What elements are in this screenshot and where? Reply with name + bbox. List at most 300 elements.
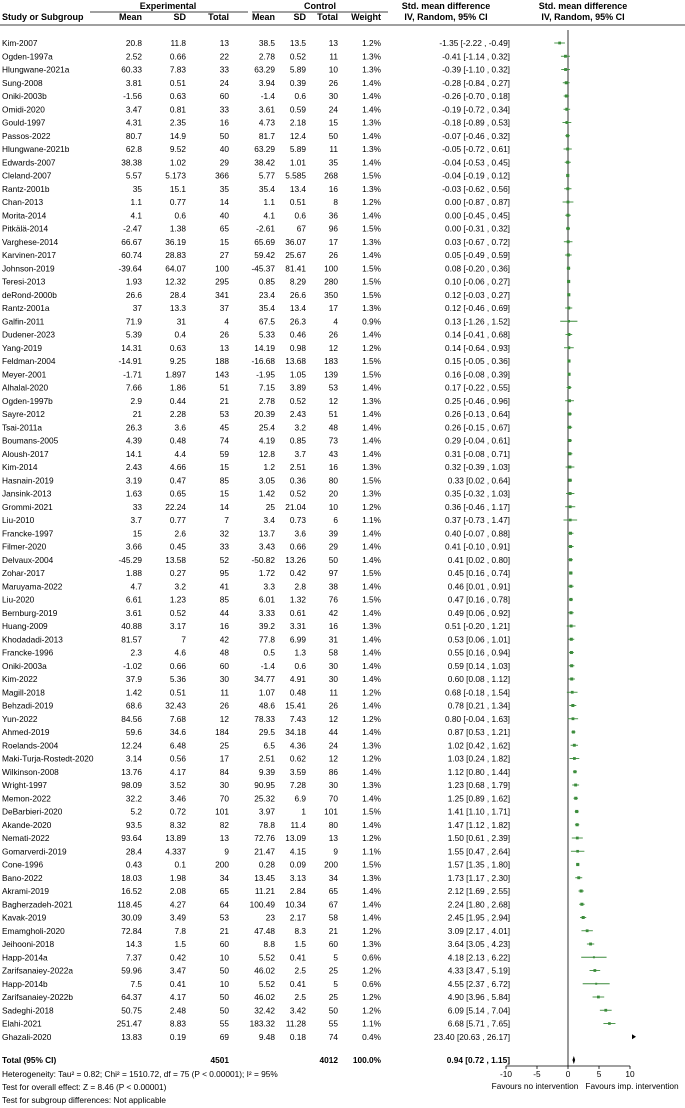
ctl-sd: 4.91 <box>289 674 306 684</box>
smd-ci: 0.03 [-0.67 , 0.72] <box>444 236 510 247</box>
header-smd-title: Std. mean difference <box>401 1 491 11</box>
ctl-mean: -45.37 <box>251 263 275 274</box>
x-tick-label: -5 <box>533 1069 541 1079</box>
weight: 1.5% <box>362 223 381 234</box>
ctl-total: 12 <box>328 395 338 406</box>
effect-square <box>569 598 572 601</box>
ctl-total: 86 <box>328 766 338 777</box>
smd-ci: 0.87 [0.53 , 1.21] <box>447 727 510 737</box>
exp-mean: 1.93 <box>125 276 142 287</box>
ctl-mean: 3.43 <box>258 541 275 552</box>
ctl-sd: 0.18 <box>289 1031 306 1042</box>
ctl-mean: 63.29 <box>254 144 275 154</box>
exp-total: 295 <box>215 276 229 287</box>
smd-ci: 0.08 [-0.20 , 0.36] <box>444 263 510 274</box>
ctl-mean: 48.6 <box>258 700 275 711</box>
effect-square <box>568 320 570 322</box>
exp-mean: 71.9 <box>125 316 142 327</box>
study-row <box>2 263 510 273</box>
smd-ci: 4.18 [2.13 , 6.22] <box>447 952 510 963</box>
exp-total: 55 <box>219 1018 229 1029</box>
ctl-total: 43 <box>328 448 338 459</box>
ctl-total: 67 <box>328 899 338 910</box>
effect-square <box>569 519 572 522</box>
exp-mean: 37.9 <box>125 674 142 684</box>
exp-total: 45 <box>219 422 229 433</box>
weight: 1.2% <box>362 713 381 724</box>
smd-ci: 3.64 [3.05 , 4.23] <box>447 939 510 949</box>
study-row <box>2 979 510 989</box>
study-row <box>2 528 510 538</box>
smd-ci: 0.53 [0.06 , 1.01] <box>447 634 510 645</box>
ctl-sd: 2.18 <box>289 117 306 128</box>
exp-mean: 33 <box>132 501 142 512</box>
study-row <box>2 621 510 631</box>
exp-total: 143 <box>215 369 229 380</box>
ctl-sd: 26.3 <box>289 316 306 327</box>
effect-square <box>570 638 573 641</box>
ctl-mean: 38.42 <box>254 157 275 168</box>
x-tick-label: 10 <box>625 1069 635 1079</box>
exp-total: 9 <box>224 846 229 857</box>
smd-ci: 1.12 [0.80 , 1.44] <box>447 766 510 777</box>
ctl-sd: 3.7 <box>294 448 306 459</box>
ctl-sd: 0.62 <box>289 753 306 764</box>
ctl-total: 268 <box>324 170 338 181</box>
study-row <box>2 608 510 618</box>
ctl-total: 30 <box>328 674 338 684</box>
weight: 1.2% <box>362 687 381 698</box>
ctl-mean: 2.78 <box>258 51 275 62</box>
ctl-total: 15 <box>328 117 338 128</box>
exp-total: 14 <box>219 197 229 207</box>
ctl-total: 76 <box>328 594 338 605</box>
effect-square <box>571 691 574 694</box>
header-ctl-sd: SD <box>293 12 306 22</box>
ctl-sd: 3.89 <box>289 382 306 393</box>
exp-total: 84 <box>219 766 229 777</box>
ctl-total: 12 <box>328 753 338 764</box>
exp-total: 366 <box>215 170 229 181</box>
weight: 1.3% <box>362 939 381 949</box>
study-row <box>2 727 510 737</box>
exp-total: 65 <box>219 886 229 896</box>
effect-square <box>566 174 569 177</box>
header-smd-method: IV, Random, 95% CI <box>404 12 488 22</box>
weight: 1.3% <box>362 51 381 62</box>
study-name: Oniki-2003a <box>2 660 47 671</box>
total-ctl-n: 4012 <box>319 1055 338 1065</box>
effect-square <box>564 55 567 58</box>
exp-total: 41 <box>219 581 229 592</box>
effect-square <box>567 280 570 283</box>
effect-square <box>569 532 572 535</box>
exp-total: 24 <box>219 77 229 88</box>
exp-sd: 32.43 <box>165 700 186 711</box>
ctl-total: 38 <box>328 581 338 592</box>
study-row <box>2 157 510 167</box>
exp-sd: 7.8 <box>174 925 186 936</box>
ctl-total: 24 <box>328 104 338 115</box>
ctl-mean: 34.77 <box>254 674 275 684</box>
exp-mean: 93.5 <box>125 819 142 830</box>
exp-mean: 84.56 <box>121 713 142 724</box>
ctl-mean: 1.72 <box>258 568 275 578</box>
smd-ci: -0.04 [-0.19 , 0.12] <box>442 170 510 181</box>
ctl-total: 80 <box>328 475 338 486</box>
study-name: Oniki-2003b <box>2 91 47 101</box>
smd-ci: 0.46 [0.01 , 0.91] <box>447 581 510 592</box>
ctl-total: 30 <box>328 91 338 101</box>
ctl-total: 10 <box>328 64 338 75</box>
ctl-mean: 12.8 <box>258 448 275 459</box>
effect-square <box>568 426 571 429</box>
effect-square <box>567 240 570 243</box>
exp-total: 95 <box>219 568 229 578</box>
ctl-total: 24 <box>328 740 338 751</box>
smd-ci: 0.68 [-0.18 , 1.54] <box>444 687 510 698</box>
ctl-mean: 1.2 <box>263 462 275 472</box>
weight: 1.5% <box>362 276 381 287</box>
exp-sd: 0.66 <box>169 51 186 62</box>
ctl-total: 4 <box>333 316 338 327</box>
exp-sd: 0.56 <box>169 753 186 764</box>
smd-ci: 0.45 [0.16 , 0.74] <box>447 568 510 578</box>
exp-total: 26 <box>219 329 229 340</box>
study-name: Gomarverdi-2019 <box>2 846 67 857</box>
exp-total: 22 <box>219 51 229 62</box>
exp-sd: 8.32 <box>169 819 186 830</box>
exp-total: 30 <box>219 780 229 790</box>
x-left-label: Favours no intervention <box>491 1081 579 1091</box>
exp-sd: 36.19 <box>165 236 186 247</box>
ctl-mean: 35.4 <box>258 183 275 194</box>
ctl-sd: 0.6 <box>294 660 306 671</box>
ctl-mean: 4.1 <box>263 210 275 221</box>
exp-mean: 13.83 <box>121 1031 142 1042</box>
ctl-total: 50 <box>328 1005 338 1016</box>
exp-sd: 1.23 <box>169 594 186 605</box>
study-row <box>2 833 510 843</box>
ctl-mean: 4.73 <box>258 117 275 128</box>
ctl-sd: 1.32 <box>289 594 306 605</box>
exp-mean: 1.42 <box>125 687 142 698</box>
exp-sd: 0.19 <box>169 1031 186 1042</box>
smd-ci: 0.17 [-0.22 , 0.55] <box>444 382 510 393</box>
study-name: Nemati-2022 <box>2 833 50 843</box>
effect-square <box>567 293 570 296</box>
effect-square <box>580 903 583 906</box>
exp-total: 51 <box>219 382 229 393</box>
effect-square <box>570 677 573 680</box>
effect-square <box>575 810 578 813</box>
study-row <box>2 926 510 936</box>
study-row <box>2 475 510 485</box>
study-name: Hasnain-2019 <box>2 475 54 486</box>
study-row <box>2 91 510 101</box>
study-name: Sung-2008 <box>2 77 43 88</box>
exp-sd: 2.08 <box>169 886 186 896</box>
effect-square <box>569 558 572 561</box>
ctl-mean: 5.52 <box>258 978 275 989</box>
exp-total: 15 <box>219 488 229 499</box>
weight: 1.4% <box>362 528 381 539</box>
exp-sd: 5.173 <box>165 170 186 181</box>
ctl-sd: 3.31 <box>289 621 306 631</box>
exp-sd: 0.77 <box>169 197 186 207</box>
ctl-total: 44 <box>328 727 338 737</box>
exp-sd: 4.17 <box>169 992 186 1002</box>
effect-square <box>576 850 579 853</box>
ctl-total: 31 <box>328 634 338 645</box>
study-row <box>2 860 510 870</box>
study-row <box>2 38 510 48</box>
exp-mean: 2.52 <box>125 51 142 62</box>
heterogeneity-text: Heterogeneity: Tau² = 0.82; Chi² = 1510.72, df = 75 (P < 0.00001); I² = 95% <box>2 1069 278 1079</box>
study-name: Delvaux-2004 <box>2 554 54 565</box>
exp-mean: 1.1 <box>130 197 142 207</box>
ctl-mean: 67.5 <box>258 316 275 327</box>
ctl-sd: 0.52 <box>289 488 306 499</box>
study-name: Wright-1997 <box>2 780 48 790</box>
exp-mean: -39.64 <box>118 263 142 274</box>
weight: 1.5% <box>362 859 381 870</box>
effect-square <box>566 134 569 137</box>
ctl-mean: 8.8 <box>263 939 275 949</box>
ctl-sd: 81.41 <box>285 263 306 274</box>
exp-total: 35 <box>219 183 229 194</box>
effect-square <box>569 571 572 574</box>
effect-square <box>593 956 595 958</box>
smd-ci: -1.35 [-2.22 , -0.49] <box>439 38 510 48</box>
ctl-total: 8 <box>333 197 338 207</box>
ctl-total: 53 <box>328 382 338 393</box>
effect-square <box>576 823 579 826</box>
weight: 1.2% <box>362 342 381 353</box>
smd-ci: 0.33 [0.02 , 0.64] <box>447 475 510 486</box>
study-row <box>2 886 510 896</box>
ctl-total: 13 <box>328 38 338 48</box>
effect-square <box>576 863 579 866</box>
exp-mean: -1.56 <box>123 91 142 101</box>
exp-sd: 4.6 <box>174 647 186 658</box>
ctl-total: 97 <box>328 568 338 578</box>
exp-sd: 3.52 <box>169 780 186 790</box>
effect-square <box>565 81 568 84</box>
ctl-sd: 13.4 <box>289 303 306 313</box>
study-row <box>2 356 510 366</box>
effect-square <box>566 161 569 164</box>
smd-ci: 1.41 [1.10 , 1.71] <box>447 806 510 817</box>
ctl-sd: 0.61 <box>289 607 306 618</box>
weight: 1.2% <box>362 992 381 1002</box>
study-name: Rantz-2001a <box>2 303 50 313</box>
weight: 1.4% <box>362 819 381 830</box>
effect-square <box>567 307 570 310</box>
ctl-sd: 2.51 <box>289 462 306 472</box>
exp-mean: 5.57 <box>125 170 142 181</box>
exp-sd: 2.35 <box>169 117 186 128</box>
ctl-mean: 5.77 <box>258 170 275 181</box>
ctl-total: 26 <box>328 77 338 88</box>
exp-total: 10 <box>219 978 229 989</box>
study-name: deRond-2000b <box>2 289 57 300</box>
study-row <box>2 104 510 114</box>
x-tick-label: 5 <box>596 1069 602 1079</box>
ctl-total: 5 <box>333 952 338 963</box>
exp-mean: 1.88 <box>125 568 142 578</box>
ctl-total: 12 <box>328 342 338 353</box>
ctl-total: 11 <box>329 687 338 698</box>
exp-total: 15 <box>219 236 229 247</box>
ctl-sd: 13.09 <box>285 833 306 843</box>
study-row <box>2 303 510 313</box>
study-row <box>2 502 510 512</box>
ctl-sd: 0.36 <box>289 475 306 486</box>
ctl-mean: 3.97 <box>258 806 275 817</box>
study-name: Sayre-2012 <box>2 409 45 419</box>
study-name: Aloush-2017 <box>2 448 49 459</box>
smd-ci: 0.12 [-0.46 , 0.69] <box>444 303 510 313</box>
study-row <box>2 184 510 194</box>
smd-ci: 0.49 [0.06 , 0.92] <box>447 607 510 618</box>
exp-mean: 28.4 <box>125 846 142 857</box>
exp-mean: 37 <box>132 303 142 313</box>
total-ci: 0.94 [0.72 , 1.15] <box>446 1055 510 1065</box>
exp-mean: 0.43 <box>125 859 142 870</box>
exp-total: 70 <box>219 793 229 804</box>
ctl-sd: 13.5 <box>289 38 306 48</box>
ctl-mean: 63.29 <box>254 64 275 75</box>
exp-total: 7 <box>224 515 229 525</box>
ctl-mean: 11.21 <box>254 886 275 896</box>
exp-sd: 4.66 <box>169 462 186 472</box>
exp-mean: 12.24 <box>121 740 142 751</box>
study-name: Grommi-2021 <box>2 501 53 512</box>
exp-sd: 64.07 <box>165 263 186 274</box>
ctl-mean: 100.49 <box>249 899 275 910</box>
exp-total: 85 <box>219 594 229 605</box>
exp-mean: 80.7 <box>125 130 142 141</box>
study-name: Happ-2014a <box>2 952 48 963</box>
ctl-total: 350 <box>324 289 338 300</box>
exp-mean: 13.76 <box>121 766 142 777</box>
exp-total: 4 <box>224 316 229 327</box>
exp-total: 59 <box>219 448 229 459</box>
study-row <box>2 250 510 260</box>
exp-mean: -45.29 <box>118 554 142 565</box>
weight: 1.4% <box>362 886 381 896</box>
ctl-sd: 2.5 <box>294 992 306 1002</box>
exp-sd: 3.6 <box>174 422 186 433</box>
effect-square <box>580 889 583 892</box>
effect-square <box>568 386 571 389</box>
smd-ci: 3.09 [2.17 , 4.01] <box>447 925 510 936</box>
ctl-sd: 25.67 <box>285 250 306 260</box>
ctl-sd: 11.28 <box>285 1018 306 1029</box>
study-name: Magill-2018 <box>2 687 45 698</box>
ctl-total: 80 <box>328 819 338 830</box>
exp-total: 29 <box>219 157 229 168</box>
header-ctl-total: Total <box>317 12 338 22</box>
exp-sd: 2.6 <box>174 528 186 539</box>
weight: 1.4% <box>362 329 381 340</box>
header-exp-sd: SD <box>173 12 186 22</box>
exp-sd: 4.27 <box>169 899 186 910</box>
ctl-sd: 0.52 <box>289 51 306 62</box>
weight: 1.4% <box>362 77 381 88</box>
study-name: Bernburg-2019 <box>2 607 58 618</box>
exp-sd: 9.52 <box>169 144 186 154</box>
exp-mean: 59.6 <box>125 727 142 737</box>
ctl-mean: 13.45 <box>254 872 275 883</box>
ctl-mean: 4.19 <box>258 435 275 446</box>
study-row <box>2 701 510 711</box>
ctl-mean: 35.4 <box>258 303 275 313</box>
exp-total: 53 <box>219 409 229 419</box>
exp-sd: 0.72 <box>169 806 186 817</box>
study-row <box>2 290 510 300</box>
smd-ci: 0.10 [-0.06 , 0.27] <box>444 276 510 287</box>
weight: 1.4% <box>362 660 381 671</box>
smd-ci: 0.31 [-0.08 , 0.71] <box>444 448 510 459</box>
ctl-total: 50 <box>328 130 338 141</box>
weight: 1.5% <box>362 475 381 486</box>
ctl-mean: 6.5 <box>263 740 275 751</box>
ctl-total: 183 <box>324 356 338 366</box>
exp-sd: 12.32 <box>165 276 186 287</box>
ctl-mean: 183.32 <box>249 1018 275 1029</box>
ctl-sd: 2.5 <box>294 965 306 976</box>
weight: 1.3% <box>362 395 381 406</box>
exp-mean: 62.8 <box>125 144 142 154</box>
exp-mean: -1.71 <box>123 369 142 380</box>
effect-square <box>569 585 572 588</box>
smd-ci: 23.40 [20.63 , 26.17] <box>433 1031 510 1042</box>
total-exp-n: 4501 <box>210 1055 229 1065</box>
exp-mean: 15 <box>132 528 142 539</box>
ctl-sd: 0.6 <box>294 210 306 221</box>
study-row <box>2 422 510 432</box>
ctl-sd: 0.6 <box>294 91 306 101</box>
exp-mean: 66.67 <box>121 236 142 247</box>
study-name: Hlungwane-2021b <box>2 144 70 154</box>
effect-square <box>568 399 571 402</box>
weight: 1.5% <box>362 594 381 605</box>
header-control: Control <box>304 1 336 11</box>
ctl-sd: 2.17 <box>289 912 306 923</box>
ctl-total: 12 <box>328 713 338 724</box>
study-name: Maki-Turja-Rostedt-2020 <box>2 753 94 764</box>
ctl-mean: 2.51 <box>258 753 275 764</box>
exp-total: 15 <box>219 462 229 472</box>
exp-mean: 3.81 <box>125 77 142 88</box>
study-name: Morita-2014 <box>2 210 47 221</box>
exp-sd: 3.47 <box>169 965 186 976</box>
smd-ci: 0.60 [0.08 , 1.12] <box>447 674 510 684</box>
exp-sd: 4.17 <box>169 766 186 777</box>
exp-mean: 6.61 <box>125 594 142 605</box>
study-name: Ghazali-2020 <box>2 1031 52 1042</box>
ctl-sd: 0.52 <box>289 395 306 406</box>
weight: 1.3% <box>362 64 381 75</box>
exp-total: 50 <box>219 965 229 976</box>
smd-ci: 0.55 [0.16 , 0.94] <box>447 647 510 658</box>
exp-mean: 60.33 <box>121 64 142 75</box>
study-name: Francke-1997 <box>2 528 54 539</box>
ctl-sd: 2.84 <box>289 886 306 896</box>
exp-sd: 0.66 <box>169 660 186 671</box>
